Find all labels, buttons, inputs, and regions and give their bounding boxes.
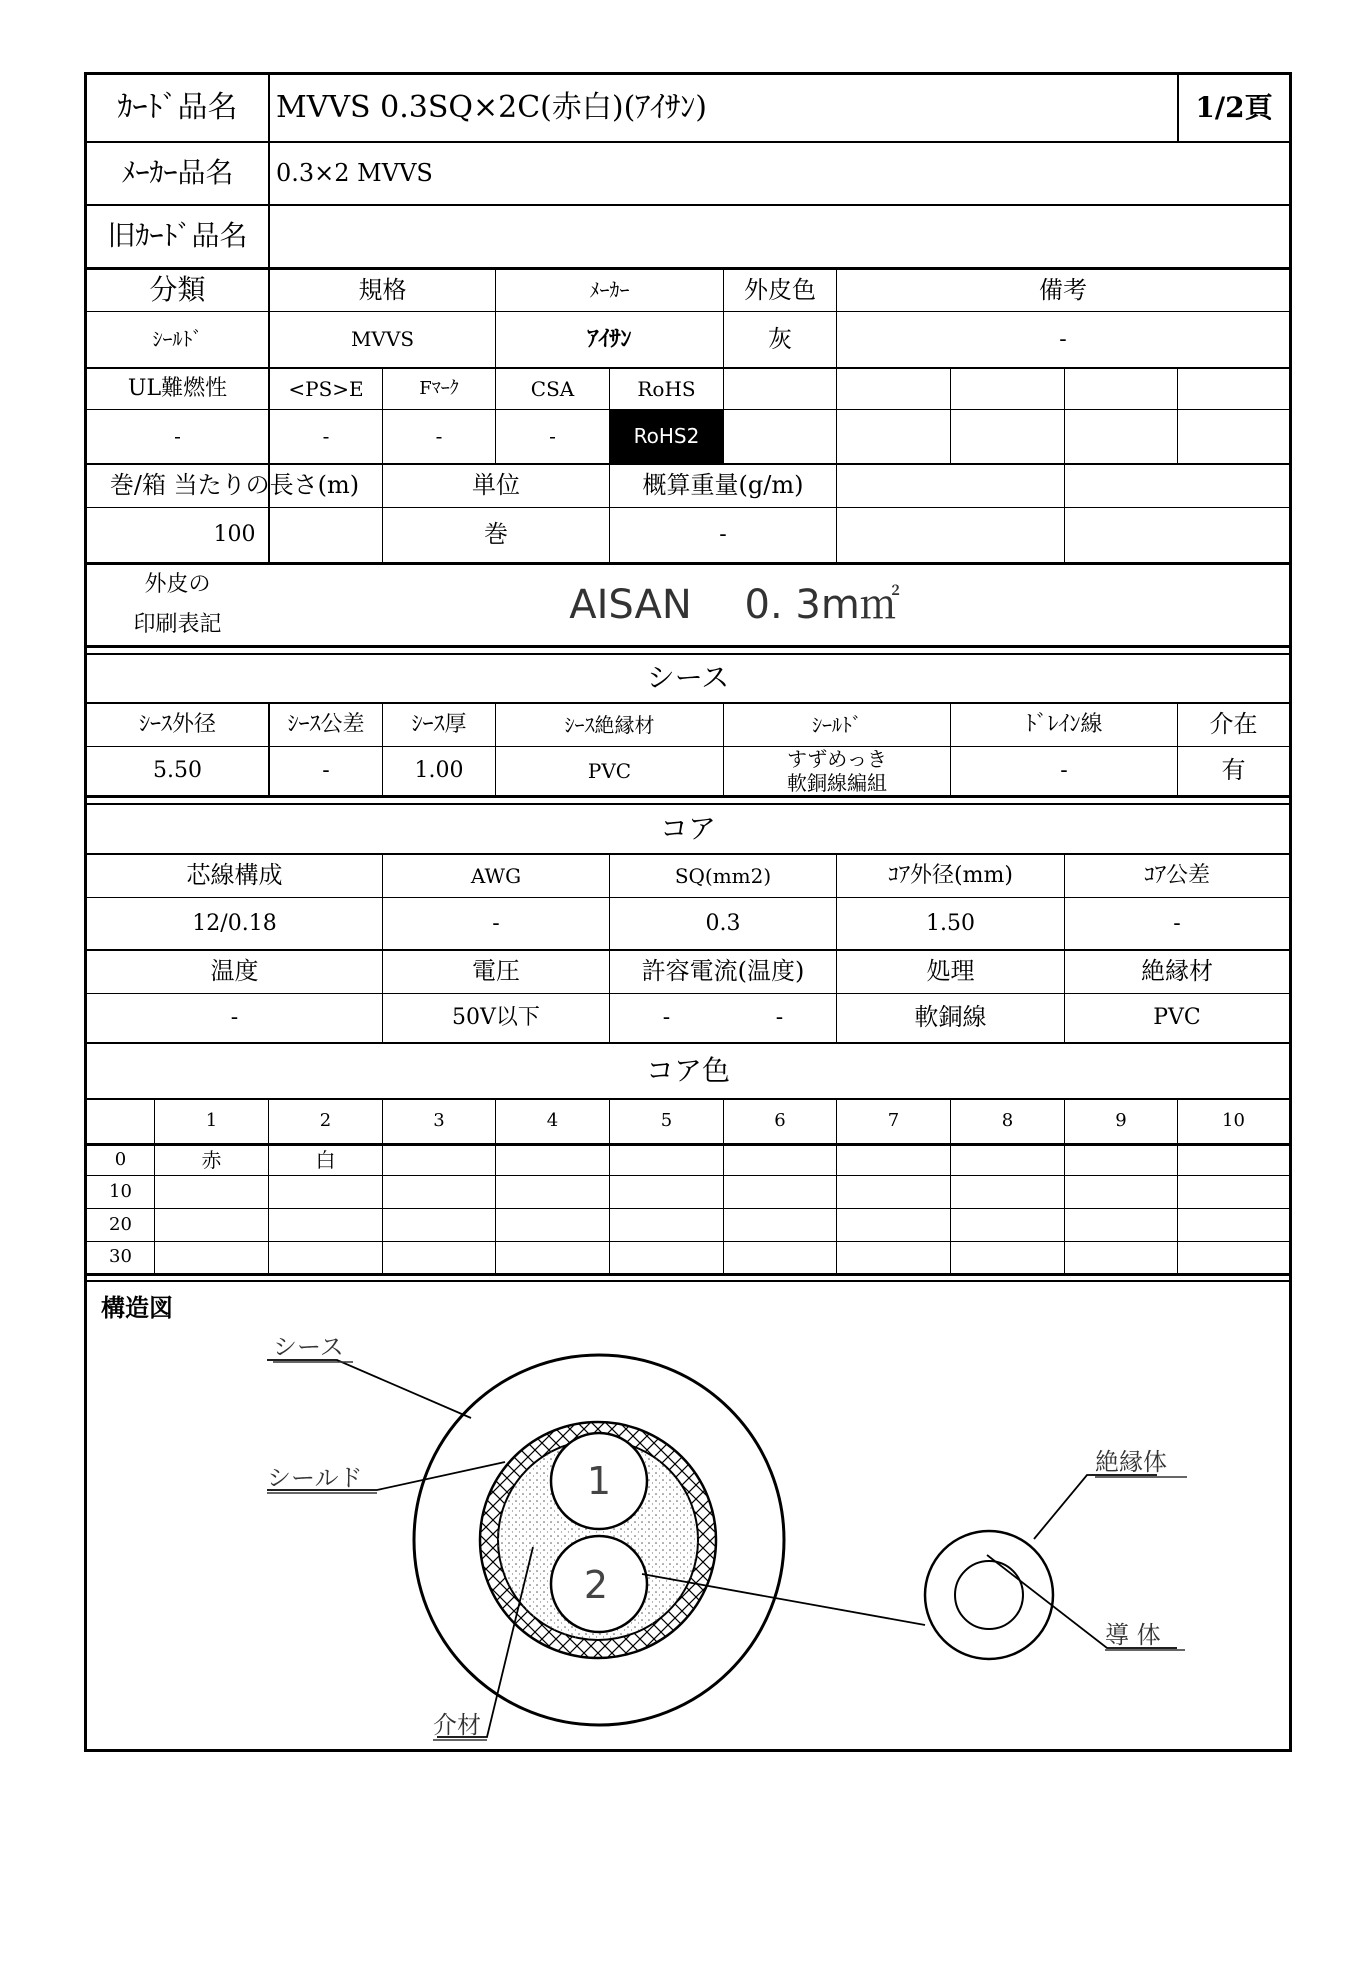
sheath-title: シース <box>646 661 730 695</box>
color-col-header: 1 <box>205 1110 218 1132</box>
core-od-value: 1.50 <box>926 910 975 936</box>
length-header: 巻/箱 当たりの長さ(m) <box>109 471 360 500</box>
remarks-header: 備考 <box>1039 275 1087 304</box>
strand-header: 芯線構成 <box>186 861 283 890</box>
color-col-header: 2 <box>319 1110 332 1132</box>
sheath-label: シース <box>273 1333 344 1361</box>
jacket-color-header: 外皮色 <box>744 275 816 304</box>
shield-label: シールド <box>267 1464 363 1492</box>
unit-value: 巻 <box>484 520 508 549</box>
maker-name-value: 0.3×2 MVVS <box>276 158 433 187</box>
sheath-thick-value: 1.00 <box>414 758 464 784</box>
standard-value: MVVS <box>350 327 415 351</box>
strand-value: 12/0.18 <box>192 910 277 936</box>
sheath-thick-header: ｼｰｽ厚 <box>411 712 467 738</box>
sq-value: 0.3 <box>705 910 741 936</box>
remarks-value: - <box>1059 326 1067 352</box>
shield-header: ｼｰﾙﾄﾞ <box>812 712 862 737</box>
current-value: - <box>662 1005 671 1031</box>
sheath-od-header: ｼｰｽ外径 <box>138 712 216 738</box>
color-col-header: 8 <box>1001 1110 1014 1132</box>
old-card-name-value <box>270 206 1289 267</box>
insulation-header: 絶縁材 <box>1141 957 1213 986</box>
sheath-material-header: ｼｰｽ絶縁材 <box>564 712 655 737</box>
printing-text: AISAN 0. 3m㎡ <box>569 582 900 628</box>
conductor-circle <box>955 1561 1023 1629</box>
insulation-value: PVC <box>1153 1005 1201 1031</box>
weight-header: 概算重量(g/m) <box>642 471 804 500</box>
weight-value: - <box>719 522 727 548</box>
core-1-number: 1 <box>586 1459 612 1503</box>
shield-value-line1: すずめっき <box>787 746 887 771</box>
cable-cross-section <box>414 1355 784 1725</box>
classification-header: 分類 <box>149 273 206 307</box>
color-row-header: 30 <box>109 1246 132 1268</box>
drain-value: - <box>1060 758 1068 784</box>
card-name-value: MVVS 0.3SQ×2C(赤白)(ｱｲｻﾝ) <box>276 89 707 125</box>
filler-header: 介在 <box>1209 710 1258 739</box>
color-col-header: 10 <box>1222 1110 1245 1132</box>
treatment-header: 処理 <box>926 957 975 986</box>
rule <box>836 368 837 563</box>
color-row-header: 20 <box>109 1213 132 1235</box>
current-temp-value: - <box>775 1005 784 1031</box>
sq-header: SQ(mm2) <box>674 863 772 888</box>
maker-name-label: ﾒｰｶｰ品名 <box>121 156 234 190</box>
single-core-detail <box>925 1531 1053 1659</box>
ul-flame-header: UL難燃性 <box>127 376 228 402</box>
standard-header: 規格 <box>358 275 407 304</box>
color-col-header: 5 <box>660 1110 673 1132</box>
unit-header: 単位 <box>472 471 520 500</box>
core-tol-header: ｺｱ公差 <box>1143 863 1210 889</box>
insulator-label: 絶縁体 <box>1095 1448 1167 1476</box>
page-number: 1/2頁 <box>1195 90 1273 124</box>
drain-header: ﾄﾞﾚｲﾝ線 <box>1025 712 1103 738</box>
printing-label-line2: 印刷表記 <box>133 612 222 638</box>
voltage-value: 50V以下 <box>452 1005 540 1031</box>
sheath-tol-value: - <box>322 758 330 784</box>
color-col-header: 4 <box>546 1110 559 1132</box>
color-row-header: 10 <box>109 1180 132 1202</box>
rule <box>723 368 724 464</box>
filler-label: 介材 <box>433 1711 481 1739</box>
color-col-header: 9 <box>1115 1110 1127 1132</box>
structure-diagram <box>87 1282 1289 1752</box>
old-card-name-label: 旧ｶｰﾄﾞ品名 <box>107 219 248 253</box>
core-title: コア <box>659 811 716 845</box>
pse-header: <PS>E <box>288 376 364 401</box>
spec-sheet <box>84 72 1292 1752</box>
rule <box>1177 368 1178 464</box>
rule <box>87 645 1289 648</box>
treatment-value: 軟銅線 <box>914 1003 987 1032</box>
printing-label-line1: 外皮の <box>144 572 211 598</box>
awg-header: AWG <box>470 863 522 888</box>
temperature-header: 温度 <box>210 957 259 986</box>
core-2-number: 2 <box>583 1563 609 1607</box>
color-col-header: 7 <box>887 1110 900 1132</box>
color-row-header: 0 <box>114 1149 127 1171</box>
rule <box>1064 368 1065 563</box>
card-name-label: ｶｰﾄﾞ品名 <box>117 89 238 125</box>
jacket-color-value: 灰 <box>768 324 792 353</box>
sheath-tol-header: ｼｰｽ公差 <box>287 712 365 738</box>
f-mark-header: Fﾏｰｸ <box>419 377 459 399</box>
rohs-header: RoHS <box>637 376 696 401</box>
csa-header: CSA <box>530 376 575 401</box>
csa-value: - <box>549 424 556 448</box>
core-color-cell: 赤 <box>201 1148 222 1172</box>
core-color-cell: 白 <box>315 1148 336 1172</box>
conductor-label: 導 体 <box>1105 1621 1161 1649</box>
core-od-header: ｺｱ外径(mm) <box>888 863 1013 889</box>
insulator-leader <box>1034 1475 1157 1539</box>
rule <box>950 368 951 464</box>
filler-value: 有 <box>1221 756 1246 785</box>
rohs-value: RoHS2 <box>610 410 723 463</box>
current-header: 許容電流(温度) <box>641 957 805 986</box>
length-value: 100 <box>213 522 256 548</box>
sheath-od-value: 5.50 <box>153 758 202 784</box>
pse-value: - <box>322 424 330 448</box>
diagram-title: 構造図 <box>101 1294 173 1323</box>
core-tol-value: - <box>1173 910 1181 936</box>
shield-value-line2: 軟銅線編組 <box>787 770 887 795</box>
ul-flame-value: - <box>174 424 181 448</box>
color-col-header: 6 <box>774 1110 786 1132</box>
f-mark-value: - <box>435 424 443 448</box>
core-color-title: コア色 <box>645 1053 730 1087</box>
maker-value: ｱｲｻﾝ <box>587 325 632 352</box>
color-col-header: 3 <box>433 1110 445 1132</box>
maker-header: ﾒｰｶｰ <box>589 278 630 302</box>
voltage-header: 電圧 <box>472 957 520 986</box>
temperature-value: - <box>230 1005 239 1031</box>
sheath-leader <box>267 1360 471 1418</box>
sheath-material-value: PVC <box>587 758 632 783</box>
classification-value: ｼｰﾙﾄﾞ <box>152 327 203 351</box>
awg-value: - <box>492 910 500 936</box>
